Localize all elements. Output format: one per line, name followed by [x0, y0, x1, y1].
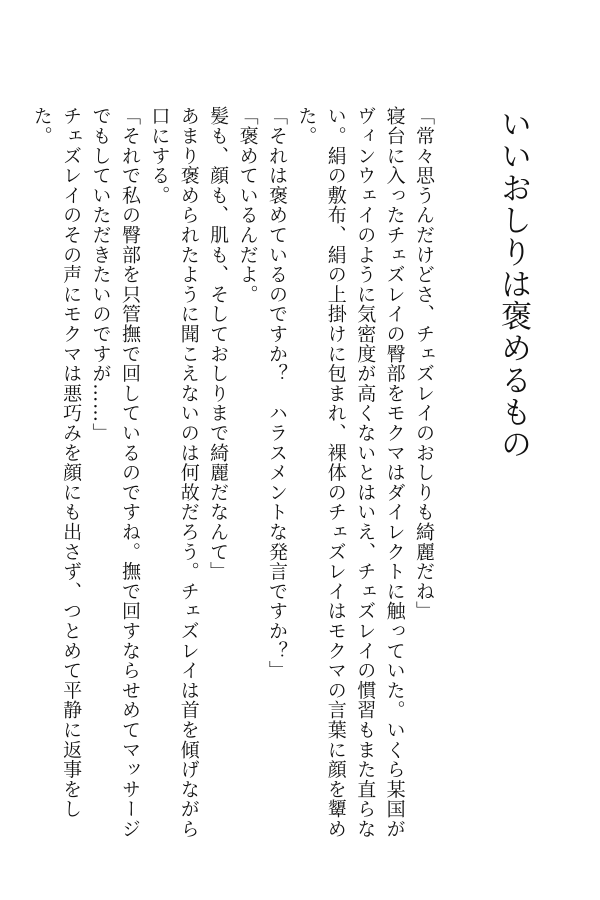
paragraph-2: 寝台に入ったチェズレイの臀部をモクマはダイレクトに触っていた。いくら某国がヴィンウェイのように気密度が高くないとはいえ、チェズレイの慣習もまた直らない。絹の敷布、絹の上掛けに包まれ、裸体のチェズレイはモクマの言葉に顔を顰めた。 — [295, 106, 406, 839]
page-title: いいおしりは褒めるもの — [495, 108, 531, 460]
story-body — [30, 106, 438, 846]
paragraph-3: 「それは褒めているのですか？ ハラスメントな発言ですか？」 — [265, 106, 288, 681]
paragraph-1: 「常々思うんだけどさ、チェズレイのおしりも綺麗だね」 — [413, 106, 435, 621]
paragraph-4: 「褒めているんだよ。 — [236, 106, 259, 304]
paragraph-6: あまり褒められたように聞こえないのは何故だろう。チェズレイは首を傾げながら口にする。 — [148, 106, 200, 839]
paragraph-5: 髪も、顔も、肌も、そしておしりまで綺麗だなんて」 — [207, 106, 230, 582]
paragraph-8: チェズレイのその声にモクマは悪巧みを顔にも出さず、つとめて平静に返事をした。 — [30, 106, 83, 819]
paragraph-7: 「それで私の臀部を只管撫で回しているのですね。撫で回すならせめてマッサージでもしていただきたいのですが……」 — [89, 106, 141, 839]
